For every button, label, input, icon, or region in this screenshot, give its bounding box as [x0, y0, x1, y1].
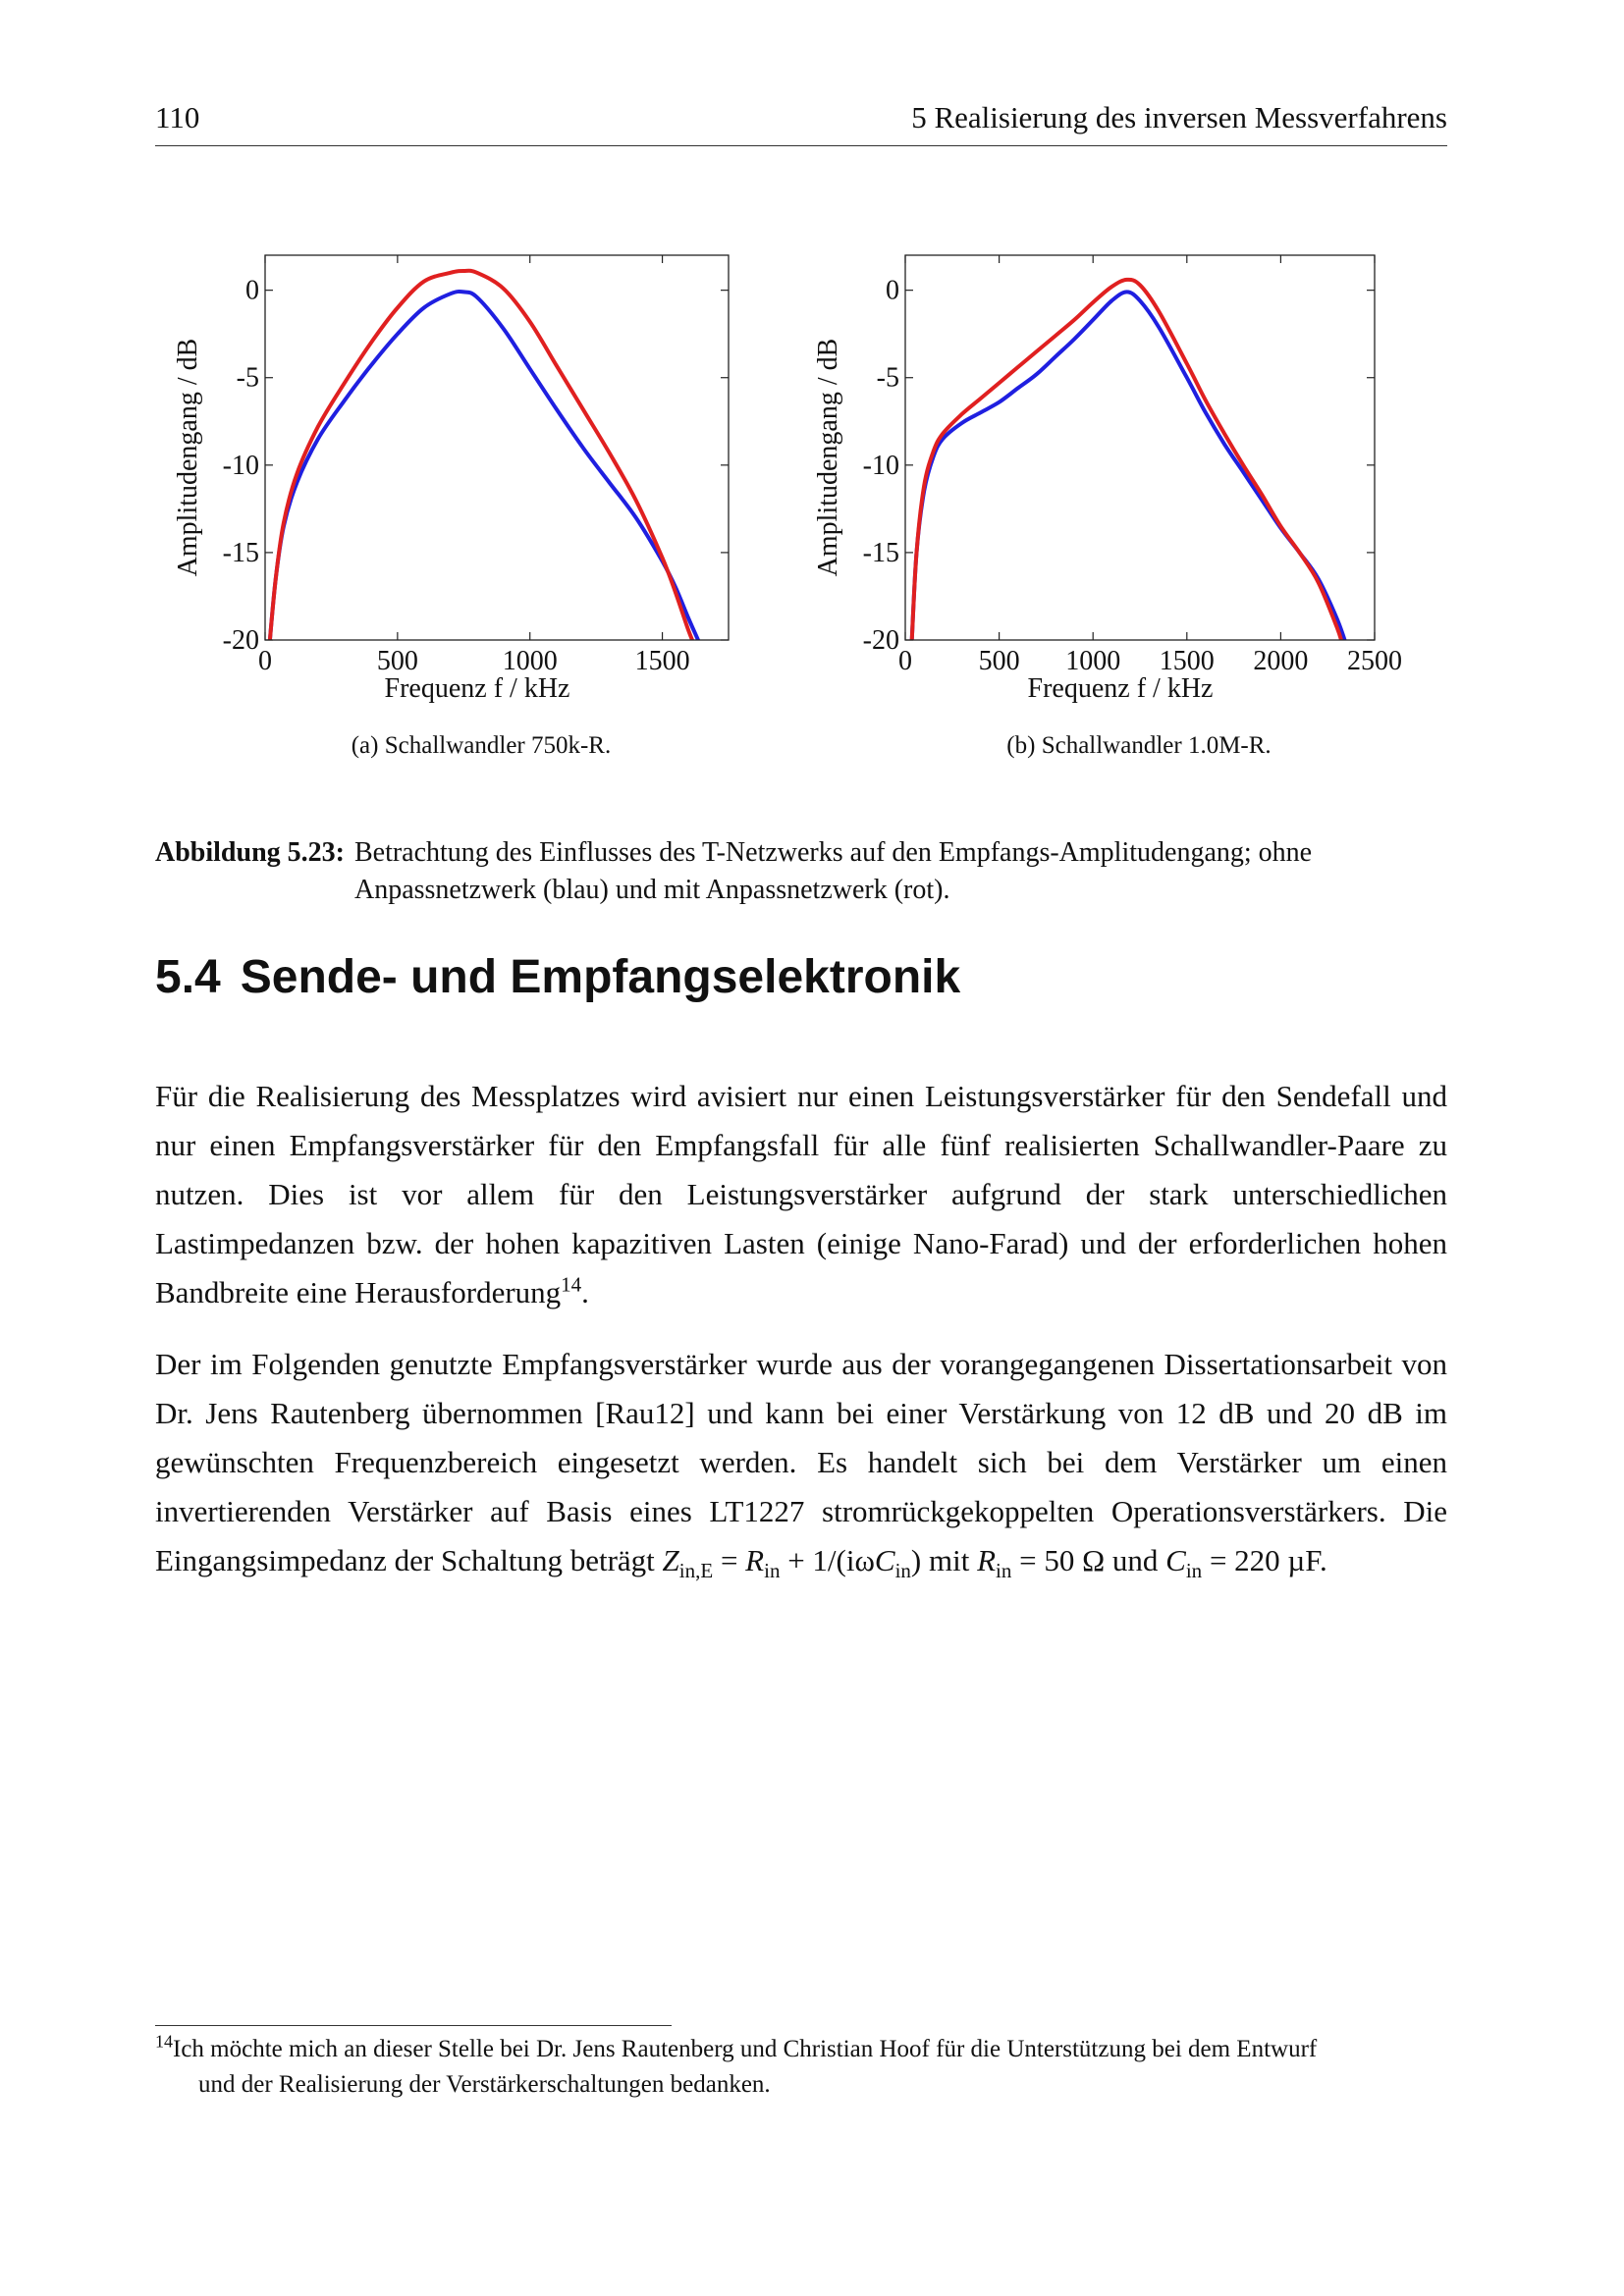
page-header [155, 96, 1447, 146]
chart-1-ylabel: Amplitudengang / dB [813, 338, 843, 577]
chart-0-ylabel: Amplitudengang / dB [173, 338, 203, 577]
footnote-ref[interactable]: 14 [561, 1272, 582, 1297]
footnote-mark: 14 [155, 2031, 173, 2052]
page-number: 110 [155, 100, 200, 134]
chart-1-xtick-label: 500 [978, 646, 1020, 676]
formula-eq: = [713, 1543, 746, 1577]
chart-0-ytick-label: -15 [222, 537, 259, 568]
formula-plus: + 1/(iω [780, 1543, 875, 1577]
footnote-rule [155, 2025, 672, 2026]
formula-z: Z [662, 1543, 679, 1577]
chart-1-frame [905, 255, 1375, 640]
chart-1-xlabel: Frequenz f / kHz [1027, 673, 1214, 704]
formula-close: ) [910, 1543, 922, 1577]
figure-label: Abbildung 5.23: [155, 837, 345, 868]
formula-c-sub: in [894, 1559, 911, 1583]
chart-0-series-blue [270, 292, 702, 649]
caption-line-2: Anpassnetzwerk (blau) und mit Anpassnetzwerk (rot). [353, 875, 950, 905]
chart-1-xtick-label: 1000 [1065, 646, 1121, 676]
formula-und: und [1105, 1543, 1166, 1577]
impedance-formula [662, 1543, 922, 1583]
chart-0-ytick-label: -10 [222, 450, 259, 481]
caption-line-1: Betrachtung des Einflusses des T-Netzwerks auf den Empfangs-Amplitudengang; ohne [353, 837, 1313, 868]
formula-r-value: = 50 Ω [1011, 1543, 1106, 1577]
paragraph-2 [155, 1340, 1447, 1585]
formula-r-sub: in [764, 1559, 781, 1583]
formula-r2: R [977, 1543, 997, 1577]
running-title: 5 Realisierung des inversen Messverfahrens [911, 100, 1447, 134]
chart-1-xtick-label: 2000 [1253, 646, 1309, 676]
formula-z-sub: in,E [678, 1559, 714, 1583]
formula-r2-sub: in [996, 1559, 1012, 1583]
chart-0-xtick-label: 1500 [634, 646, 690, 676]
formula-c-value: = 220 µF. [1202, 1543, 1327, 1577]
subcaption-b: (b) Schallwandler 1.0M-R. [1006, 732, 1272, 759]
footnote-line-1: Ich möchte mich an dieser Stelle bei Dr. Jens Rautenberg und Christian Hoof für die Unterstützung bei dem Entwurf [173, 2036, 1318, 2062]
chart-a [157, 250, 746, 712]
paragraph-1 [155, 1072, 1447, 1317]
chart-1-series-blue [912, 292, 1347, 645]
chart-0-xtick-label: 500 [376, 646, 418, 676]
chart-0-xtick-label: 1000 [502, 646, 558, 676]
cin-value [1165, 1543, 1327, 1583]
chart-1-ytick-label: -20 [862, 625, 899, 656]
formula-c2: C [1165, 1543, 1186, 1577]
section-title: Sende- und Empfangselektronik [240, 951, 961, 1003]
chart-1-ytick-label: -10 [862, 450, 899, 481]
chart-1-ytick-label: 0 [886, 275, 899, 306]
chart-1-xtick-label: 1500 [1159, 646, 1215, 676]
paragraph-1-text: Für die Realisierung des Messplatzes wird avisiert nur einen Leistungsverstärker für den Sendefall und nur einen Empfangsverstärker für den Empfangsfall für alle fünf realisierten Schallwandler-Paare zu nutzen. Dies ist vor allem für den Leistungsverstärker aufgrund der stark unterschiedlichen Lastimpedanzen bzw. der hohen kapazitiven Lasten (einige Nano-Farad) und der erforderlichen hohen Bandbreite eine Herausforderung [155, 1079, 1447, 1309]
chart-0-series-red [270, 271, 697, 651]
rin-value [977, 1543, 1106, 1583]
footnote [155, 2032, 1447, 2103]
figure-caption [155, 834, 1447, 909]
chart-b [807, 250, 1416, 712]
subcaption-a: (a) Schallwandler 750k-R. [351, 732, 612, 759]
section-heading [155, 950, 960, 1004]
chart-0-ytick-label: -20 [222, 625, 259, 656]
chart-0-ytick-label: 0 [245, 275, 259, 306]
formula-mit: mit [921, 1543, 978, 1577]
chart-1-xtick-label: 0 [898, 646, 912, 676]
chart-0-xlabel: Frequenz f / kHz [384, 673, 570, 704]
chart-0-ytick-label: -5 [236, 362, 259, 394]
chart-1-xtick-label: 2500 [1347, 646, 1402, 676]
footnote-line-2: und der Realisierung der Verstärkerschaltungen bedanken. [198, 2071, 771, 2098]
chart-0-frame [265, 255, 729, 640]
formula-c: C [874, 1543, 895, 1577]
section-number: 5.4 [155, 951, 221, 1003]
chart-0-xtick-label: 0 [258, 646, 272, 676]
formula-r: R [745, 1543, 765, 1577]
formula-c2-sub: in [1185, 1559, 1203, 1583]
paragraph-1-end: . [581, 1275, 589, 1309]
paragraph-2-text: Der im Folgenden genutzte Empfangsverstärker wurde aus der vorangegangenen Dissertationsarbeit von Dr. Jens Rautenberg übernommen [Rau12] und kann bei einer Verstärkung von 12 dB und 20 dB im gewünschten Frequenzbereich eingesetzt werden. Es handelt sich bei dem Verstärker um einen invertierenden Verstärker auf Basis eines LT1227 stromrückgekoppelten Operationsverstärkers. Die Eingangsimpedanz der Schaltung beträgt [155, 1347, 1447, 1577]
chart-1-ytick-label: -5 [876, 362, 899, 394]
chart-1-series-red [912, 280, 1343, 645]
chart-1-ytick-label: -15 [862, 537, 899, 568]
